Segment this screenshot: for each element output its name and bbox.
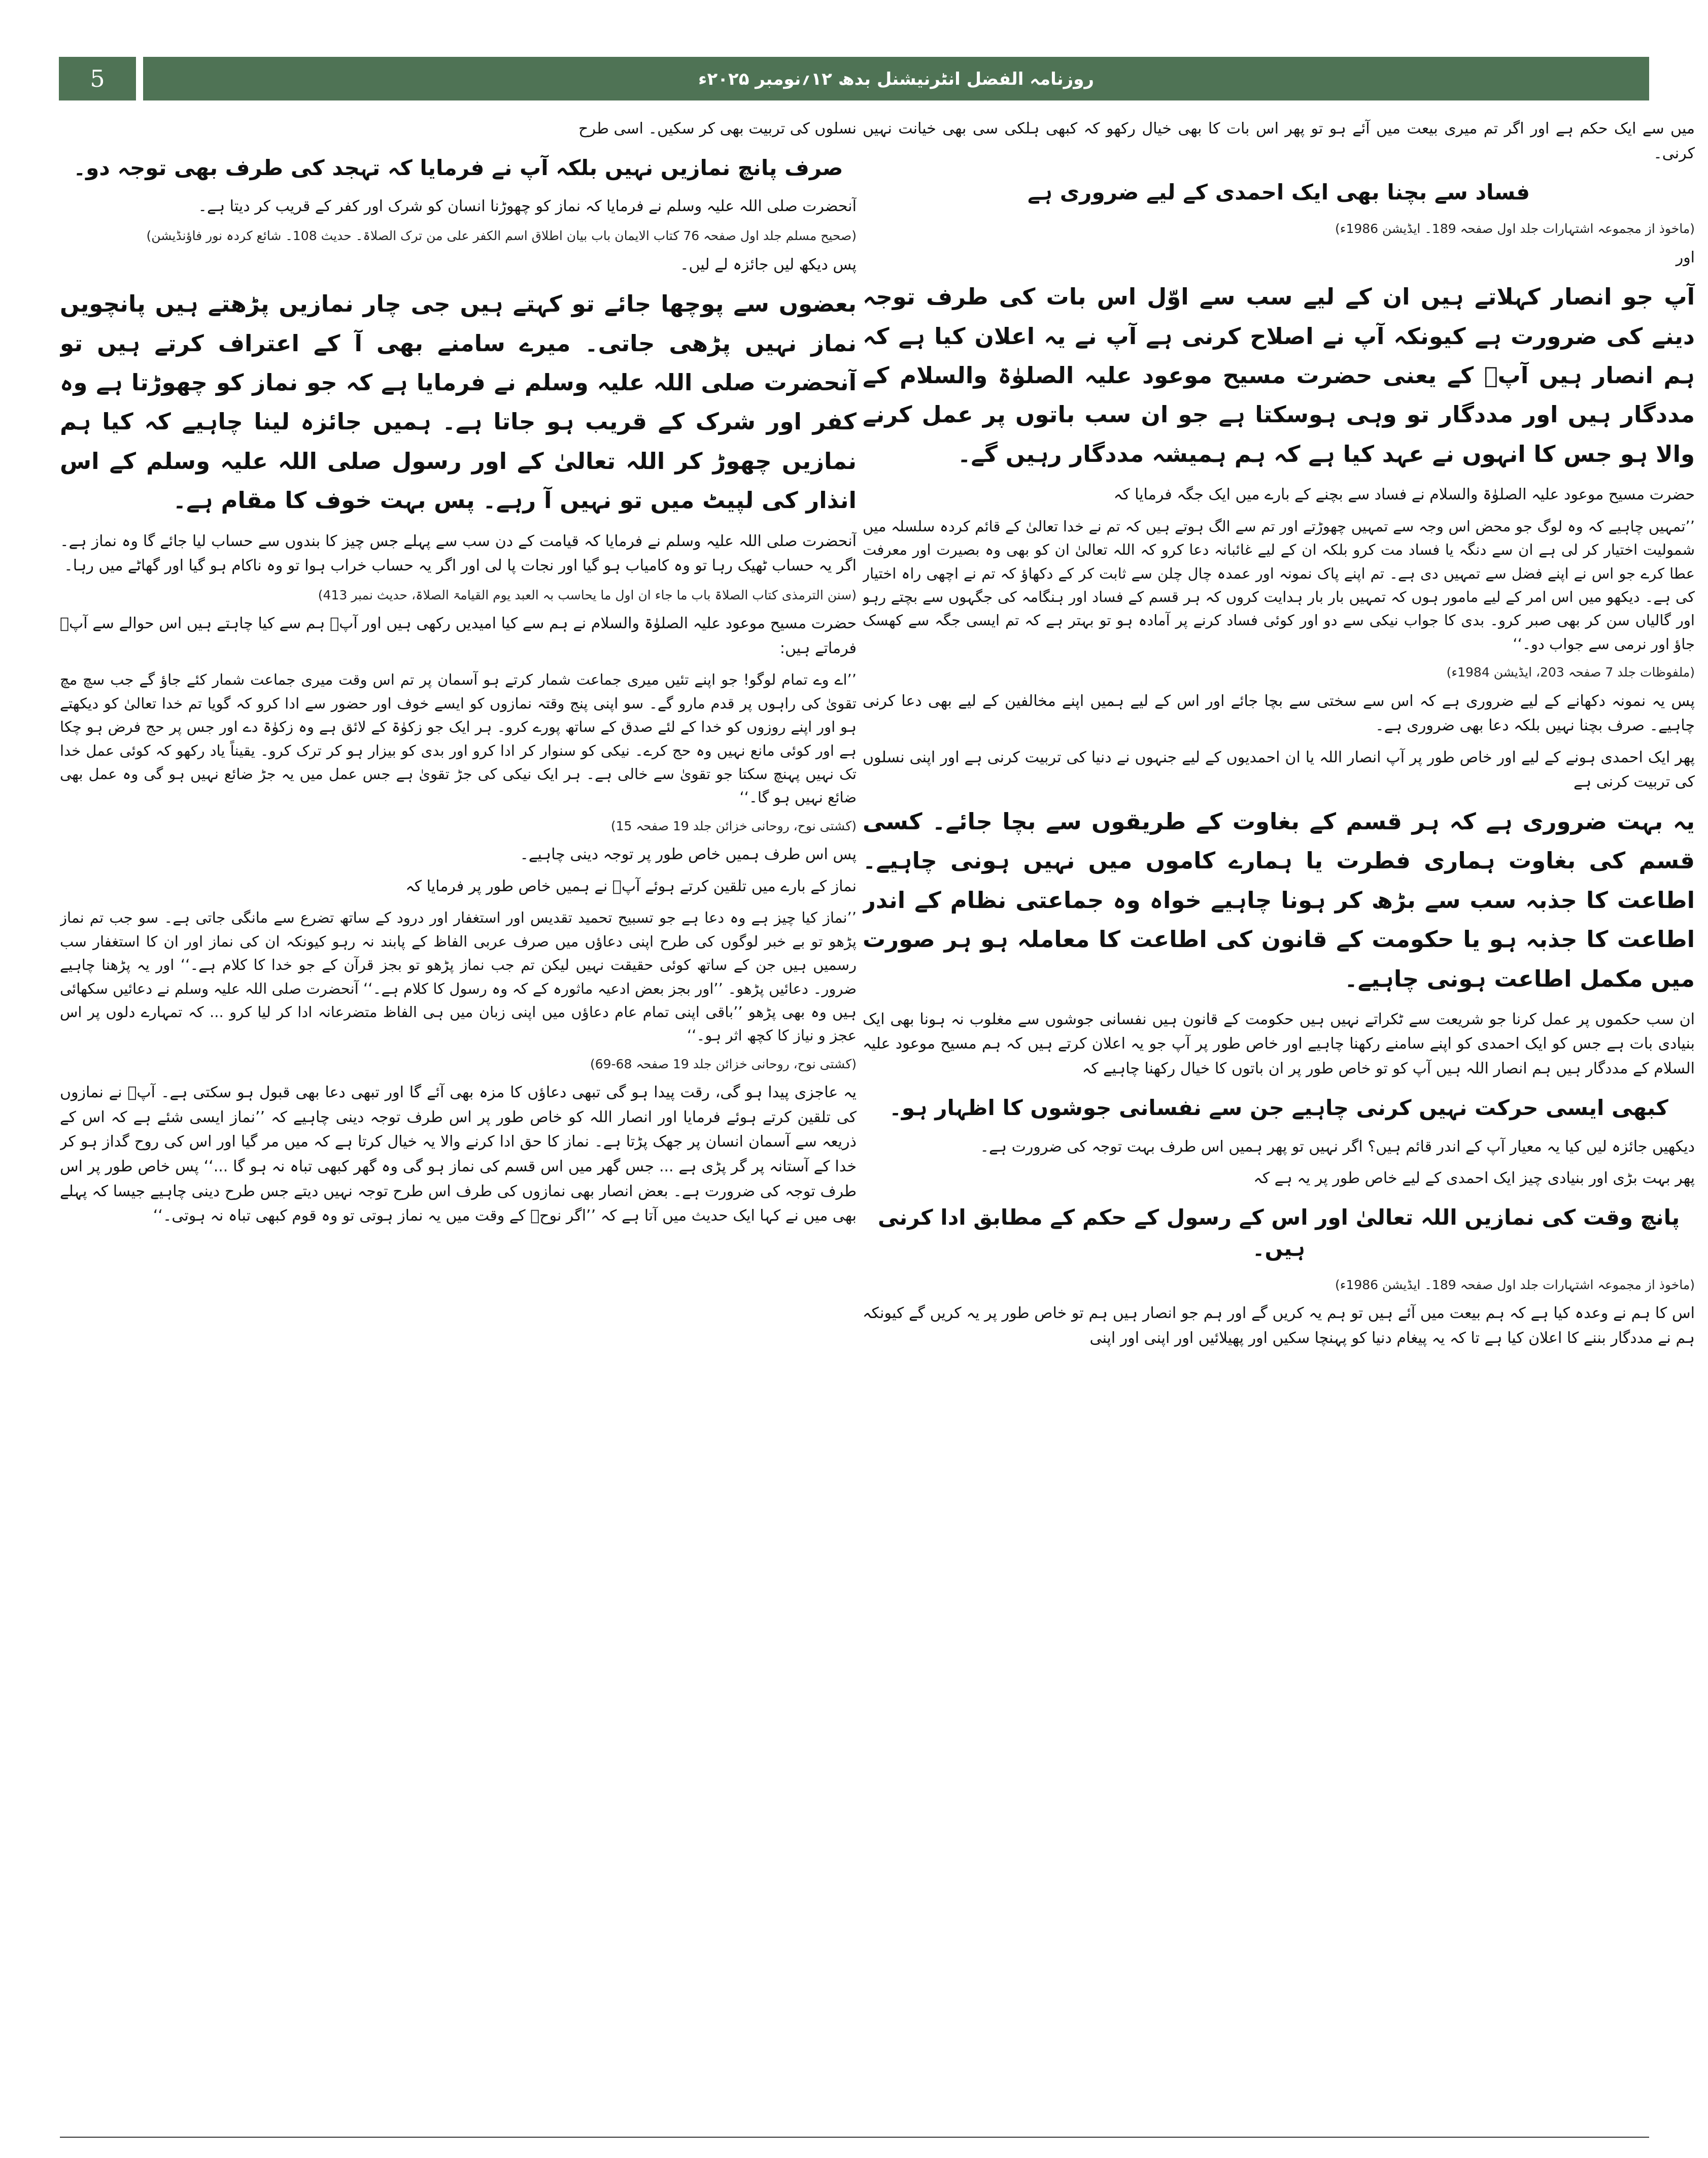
paragraph: نماز کے بارے میں تلقین کرتے ہوئے آپؑ نے ہمیں خاص طور پر فرمایا کہ	[405, 877, 857, 895]
page-header	[59, 57, 1649, 100]
paragraph: پھر بہت بڑی اور بنیادی چیز ایک احمدی کے لیے خاص طور پر یہ ہے کہ	[1253, 1169, 1695, 1188]
paragraph: پس یہ نمونہ دکھانے کے لیے ضروری ہے کہ اس سے سختی سے بچا جائے اور اس کے لیے ہمیں اپنے مخالفین کے لیے بھی دعا کرنی چاہیے۔ صرف بچنا نہیں بلکہ دعا بھی ضروری ہے۔	[863, 692, 1695, 735]
paragraph: یہ عاجزی پیدا ہو گی، رقت پیدا ہو گی تبھی دعاؤں کا مزہ بھی آئے گا اور تبھی دعا بھی قبول ہو سکتی ہے۔ آپؑ نے نمازوں کی تلقین کرتے ہوئے فرمایا اور انصار اللہ کو خاص طور پر اس طرف توجہ دینی چاہیے کہ ’’نماز ایسی شئے ہے کہ اس کے ذریعہ سے آسمان انسان پر جھک پڑتا ہے۔ نماز کا حق ادا کرنے والا یہ خیال کرتا ہے کہ میں مر گیا اور اس کی روح گداز ہو کر خدا کے آستانہ پر گر پڑی ہے ... جس گھر میں اس قسم کی نماز ہو گی وہ گھر کبھی تباہ نہ ہو گا ...‘‘ پس خاص طور پر اس طرف توجہ کی ضرورت ہے۔ بعض انصار بھی نمازوں کی طرف اس طرح توجہ نہیں دیتے جس طرح دینی چاہیے جیسا کہ پہلے بھی میں نے کہا ایک حدیث میں آتا ہے کہ ’’اگر نوحؑ کے وقت میں یہ نماز ہوتی تو وہ قوم کبھی تباہ نہ ہوتی۔‘‘	[60, 1084, 857, 1225]
paragraph: ان سب حکموں پر عمل کرنا جو شریعت سے ٹکراتے نہیں ہیں حکومت کے قانون ہیں نفسانی جوشوں سے مغلوب نہ ہونا بھی ایک بنیادی بات ہے جس کو ایک احمدی کو اپنے سامنے رکھنا چاہیے اور خاص طور پر آپ جو یہ اعلان کرتے ہیں کہ ہم مسیح موعود علیہ السلام کے مددگار ہیں ہم انصار اللہ ہیں آپ کو تو خاص طور پر ان باتوں کا خیال رکھنا چاہیے کہ	[863, 1010, 1695, 1078]
reference-citation: (کشتی نوح، روحانی خزائن جلد 19 صفحہ 15)	[610, 818, 857, 833]
paragraph: پس اس طرف ہمیں خاص طور پر توجہ دینی چاہیے۔	[520, 846, 857, 864]
reference-citation: (ملفوظات جلد 7 صفحہ 203، ایڈیشن 1984ء)	[1446, 665, 1695, 680]
paragraph: حضرت مسیح موعود علیہ الصلوٰۃ والسلام نے ہم سے کیا امیدیں رکھی ہیں اور آپؑ ہم سے کیا چاہتے ہیں اس حوالے سے آپؑ فرماتے ہیں:	[60, 615, 857, 657]
reference-citation: (سنن الترمذی کتاب الصلاۃ باب ما جاء ان اول ما یحاسب بہ العبد یوم القیامۃ الصلاۃ، حدیث نمبر 413)	[318, 587, 857, 602]
paragraph: اس کا ہم نے وعدہ کیا ہے کہ ہم بیعت میں آئے ہیں تو ہم یہ کریں گے اور ہم جو انصار ہیں ہم تو خاص طور پر یہ کریں گے کیونکہ ہم نے مددگار بننے کا اعلان کیا ہے تا کہ یہ پیغام دنیا کو پہنچا سکیں اور پھیلائیں اور اپنی اور اپنی	[863, 1304, 1695, 1347]
page-number: 5	[59, 57, 136, 100]
reference-citation: (کشتی نوح، روحانی خزائن جلد 19 صفحہ 68-69)	[590, 1056, 857, 1071]
section-heading: فساد سے بچنا بھی ایک احمدی کے لیے ضروری ہے	[1027, 180, 1530, 205]
section-heading: صرف پانچ نمازیں نہیں بلکہ آپ نے فرمایا کہ تہجد کی طرف بھی توجہ دو۔	[73, 155, 843, 180]
left-column	[60, 117, 857, 2121]
reference-citation: (صحیح مسلم جلد اول صفحہ 76 کتاب الایمان باب بیان اطلاق اسم الکفر علی من ترک الصلاۃ۔ حدیث 108۔ شائع کردہ نور فاؤنڈیشن)	[146, 228, 857, 244]
reference-citation: (ماخوذ از مجموعہ اشتہارات جلد اول صفحہ 189۔ ایڈیشن 1986ء)	[1335, 1277, 1695, 1292]
paragraph: دیکھیں جائزہ لیں کیا یہ معیار آپ کے اندر قائم ہیں؟ اگر نہیں تو پھر ہمیں اس طرف بہت توجہ کی ضرورت ہے۔	[980, 1137, 1695, 1156]
right-column	[863, 117, 1695, 2121]
quotation: ’’اے وے تمام لوگو! جو اپنے تئیں میری جماعت شمار کرتے ہو آسمان پر تم اس وقت میری جماعت شمار کئے جاؤ گے جب سچ مچ تقویٰ کی راہوں پر قدم مارو گے۔ سو اپنی پنج وقتہ نمازوں کو ایسے خوف اور حضور سے ادا کرو کہ گویا تم خدا تعالیٰ کو دیکھتے ہو اور اپنے روزوں کو خدا کے لئے صدق کے ساتھ پورے کرو۔ ہر ایک جو زکوٰۃ کے لائق ہے وہ زکوٰۃ دے اور جس پر حج فرض ہو چکا ہے اور کوئی مانع نہیں وہ حج کرے۔ نیکی کو سنوار کر ادا کرو اور بدی کو بیزار ہو کر ترک کرو۔ یقیناً یاد رکھو کہ کوئی عمل خدا تک نہیں پہنچ سکتا جو تقویٰ سے خالی ہے۔ ہر ایک نیکی کی جڑ تقویٰ ہے جس عمل میں یہ جڑ ضائع نہیں ہو گی وہ عمل بھی ضائع نہیں ہو گا۔‘‘	[60, 671, 857, 806]
header-gap	[136, 57, 143, 100]
paragraph: اور	[1676, 248, 1695, 266]
paragraph: آنحضرت صلی اللہ علیہ وسلم نے فرمایا کہ نماز کو چھوڑنا انسان کو شرک اور کفر کے قریب کر دیتا ہے۔	[198, 197, 857, 216]
paragraph: پس دیکھ لیں جائزہ لے لیں۔	[679, 255, 857, 274]
emphasized-paragraph: یہ بہت ضروری ہے کہ ہر قسم کے بغاوت کے طریقوں سے بچا جائے۔ کسی قسم کی بغاوت ہماری فطرت یا ہمارے کاموں میں نہیں ہونی چاہیے۔ اطاعت کا جذبہ سب سے بڑھ کر ہونا چاہیے خواہ وہ جماعتی نظام کے اندر اطاعت کا جذبہ ہو یا حکومت کے قانون کی اطاعت کا معاملہ ہو ہر صورت میں مکمل اطاعت ہونی چاہیے۔	[863, 807, 1695, 992]
paragraph: میں سے ایک حکم ہے اور اگر تم میری بیعت میں آئے ہو تو پھر اس بات کا بھی خیال رکھو کہ کبھی ہلکی سی بھی خیانت نہیں کرنی۔	[863, 120, 1695, 162]
section-heading: کبھی ایسی حرکت نہیں کرنی چاہیے جن سے نفسانی جوشوں کا اظہار ہو۔	[889, 1095, 1668, 1120]
quotation: ’’نماز کیا چیز ہے وہ دعا ہے جو تسبیح تحمید تقدیس اور استغفار اور درود کے ساتھ تضرع سے مانگی جاتی ہے۔ سو جب تم نماز پڑھو تو بے خبر لوگوں کی طرح اپنی دعاؤں میں صرف عربی الفاظ کے پابند نہ رہو کیونکہ ان کی نماز اور ان کا استغفار سب رسمیں ہیں جن کے ساتھ کوئی حقیقت نہیں لیکن تم جب نماز پڑھو تو بجز قرآن کے جو خدا کا کلام ہے۔‘‘ اور یہ پڑھنا چاہیے ضرور۔ دعائیں پڑھو۔ ’’اور بجز بعض ادعیہ ماثورہ کے کہ وہ رسول کا کلام ہے۔‘‘ آنحضرت صلی اللہ علیہ وسلم نے دعائیں سکھائی ہیں وہ بھی پڑھو ’’باقی اپنی تمام عام دعاؤں میں اپنی زبان میں ہی الفاظ متضرعانہ ادا کر لیا کرو ... کہ تمہارے دلوں پر اس عجز و نیاز کا کچھ اثر ہو۔‘‘	[60, 909, 857, 1044]
emphasized-paragraph: آپ جو انصار کہلاتے ہیں ان کے لیے سب سے اوّل اس بات کی طرف توجہ دینے کی ضرورت ہے کیونکہ آپ نے اصلاح کرنی ہے آپ نے یہ اعلان کیا ہے کہ ہم انصار ہیں آپؑ کے یعنی حضرت مسیح موعود علیہ الصلوٰۃ والسلام کے مددگار ہیں اور مددگار تو وہی ہوسکتا ہے جو ان سب باتوں پر عمل کرنے والا ہو جس کا انہوں نے عہد کیا ہے کہ ہم ہمیشہ مددگار رہیں گے۔	[863, 283, 1695, 467]
section-heading: پانچ وقت کی نمازیں اللہ تعالیٰ اور اس کے رسول کے حکم کے مطابق ادا کرنی ہیں۔	[877, 1204, 1680, 1261]
footer-divider	[60, 2137, 1649, 2138]
newspaper-masthead: روزنامہ الفضل انٹرنیشنل بدھ ۱۲؍نومبر ۲۰۲۵ء	[143, 57, 1649, 100]
reference-citation: (ماخوذ از مجموعہ اشتہارات جلد اول صفحہ 189۔ ایڈیشن 1986ء)	[1335, 221, 1695, 237]
paragraph: پھر ایک احمدی ہونے کے لیے اور خاص طور پر آپ انصار اللہ یا ان احمدیوں کے لیے جنہوں نے دنیا کی تربیت کرنی ہے اور اپنی نسلوں کی تربیت کرنی ہے	[863, 748, 1695, 791]
paragraph: آنحضرت صلی اللہ علیہ وسلم نے فرمایا کہ قیامت کے دن سب سے پہلے جس چیز کا بندوں سے حساب لیا جائے گا وہ نماز ہے۔ اگر یہ حساب ٹھیک رہا تو وہ کامیاب ہو گیا اور نجات پا لی اور اگر یہ حساب خراب ہوا تو وہ ناکام ہو گیا اور گھاٹے میں رہا۔	[60, 532, 857, 575]
paragraph: نسلوں کی تربیت بھی کر سکیں۔ اسی طرح	[578, 120, 857, 138]
emphasized-paragraph: بعضوں سے پوچھا جائے تو کہتے ہیں جی چار نمازیں پڑھتے ہیں پانچویں نماز نہیں پڑھی جاتی۔ میرے سامنے بھی آ کے اعتراف کرتے ہیں تو آنحضرت صلی اللہ علیہ وسلم نے فرمایا ہے کہ جو نماز کو چھوڑتا ہے وہ کفر اور شرک کے قریب ہو جاتا ہے۔ ہمیں جائزہ لینا چاہیے کہ کیا ہم نمازیں چھوڑ کر اللہ تعالیٰ کے اور رسول صلی اللہ علیہ وسلم کے اس انذار کی لپیٹ میں تو نہیں آ رہے۔ پس بہت خوف کا مقام ہے۔	[60, 290, 857, 514]
quotation: ’’تمہیں چاہیے کہ وہ لوگ جو محض اس وجہ سے تمہیں چھوڑتے اور تم سے الگ ہوتے ہیں کہ تم نے خدا تعالیٰ کے قائم کردہ سلسلہ میں شمولیت اختیار کر لی ہے ان سے دنگہ یا فساد مت کرو بلکہ ان کے لیے غائبانہ دعا کرو کہ اللہ تعالیٰ ان کو بھی وہ بصیرت اور معرفت عطا کرے جو اس نے اپنے فضل سے تمہیں دی ہے۔ تم اپنے پاک نمونہ اور عمدہ چال چلن سے ثابت کر کے دکھاؤ کہ تم نے اچھی راہ اختیار کی ہے۔ دیکھو میں اس امر کے لیے مامور ہوں کہ تمہیں بار بار ہدایت کروں کہ ہر قسم کے فساد اور ہنگامہ کی جگہوں سے بچتے رہو اور گالیاں سن کر بھی صبر کرو۔ بدی کا جواب نیکی سے دو اور کوئی فساد کرنے پر آمادہ ہو تو بہتر ہے کہ تم ایسی جگہ سے کھسک جاؤ اور نرمی سے جواب دو۔‘‘	[863, 517, 1695, 653]
paragraph: حضرت مسیح موعود علیہ الصلوٰۃ والسلام نے فساد سے بچنے کے بارے میں ایک جگہ فرمایا کہ	[1113, 486, 1695, 504]
